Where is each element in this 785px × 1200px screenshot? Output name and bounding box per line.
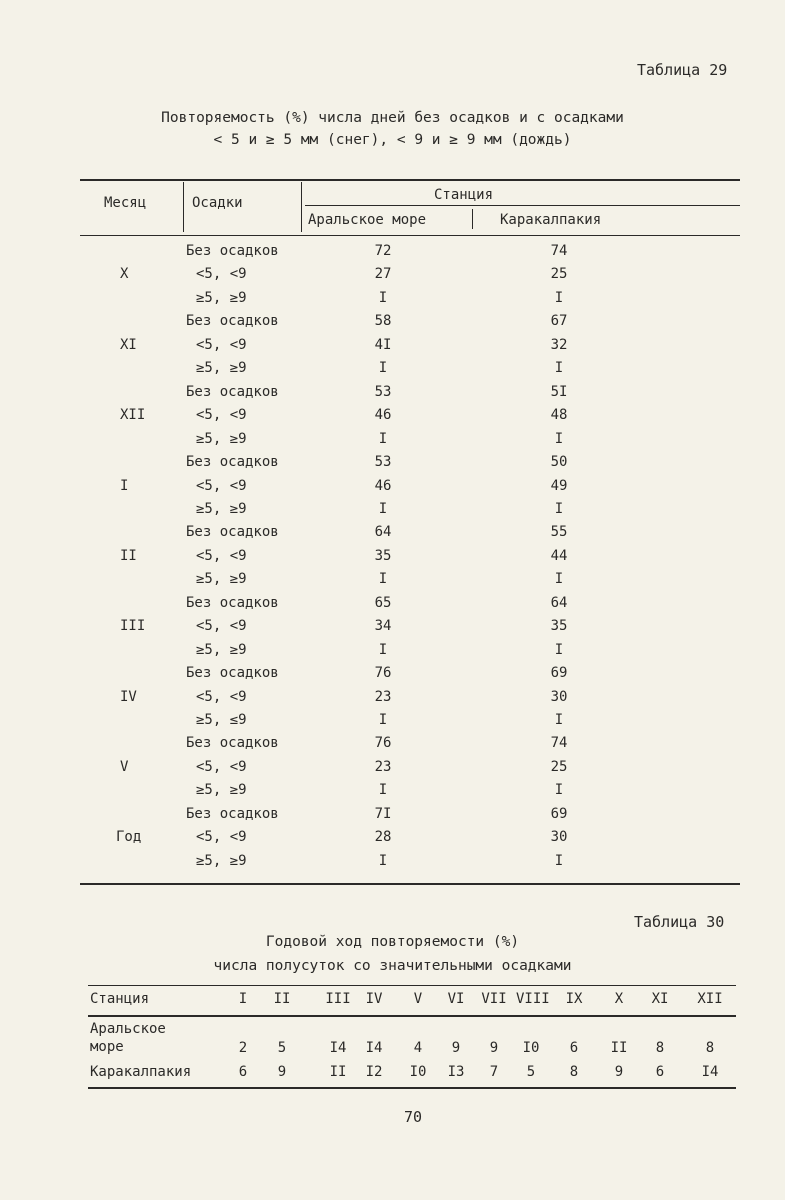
value-aral: 76 xyxy=(374,665,392,682)
value-cell: 9 xyxy=(451,1040,461,1056)
month-header: X xyxy=(614,991,624,1007)
month-label: I xyxy=(120,477,129,494)
table30-bottom-rule xyxy=(88,1087,736,1089)
table30-top-rule xyxy=(88,985,736,986)
value-kara: 69 xyxy=(550,805,568,822)
value-kara: 30 xyxy=(550,688,568,705)
value-kara: 74 xyxy=(550,243,568,259)
month-label: V xyxy=(120,758,129,775)
value-kara: 64 xyxy=(550,594,568,611)
value-cell: 8 xyxy=(655,1040,665,1056)
value-kara: I xyxy=(554,641,564,658)
station-name: Аральское море xyxy=(90,1021,166,1055)
precip-category: <5, <9 xyxy=(196,407,247,424)
value-cell: 8 xyxy=(705,1040,715,1056)
month-label: IV xyxy=(120,688,137,705)
value-cell: 8 xyxy=(569,1064,579,1080)
value-kara: 5I xyxy=(550,383,568,400)
value-aral: I xyxy=(378,852,388,869)
value-aral: 46 xyxy=(374,407,392,424)
value-cell: I3 xyxy=(447,1064,465,1080)
value-aral: 34 xyxy=(374,618,392,635)
table29-col-divider-2 xyxy=(301,182,302,232)
month-header: IV xyxy=(365,991,383,1007)
value-kara: 69 xyxy=(550,665,568,682)
precip-category: Без осадков xyxy=(186,524,279,541)
table30-label: Таблица 30 xyxy=(634,913,725,931)
value-aral: 7I xyxy=(374,805,392,822)
value-kara: I xyxy=(554,360,564,377)
value-cell: 6 xyxy=(655,1064,665,1080)
value-kara: 35 xyxy=(550,618,568,635)
value-kara: 32 xyxy=(550,336,568,353)
table29-top-rule xyxy=(80,179,740,181)
value-cell: 4 xyxy=(413,1040,423,1056)
value-cell: 5 xyxy=(277,1040,287,1056)
month-label: XI xyxy=(120,336,137,353)
month-header: VII xyxy=(481,991,507,1007)
precip-category: ≥5, ≥9 xyxy=(196,641,247,658)
precip-category: Без осадков xyxy=(186,805,279,822)
month-label: III xyxy=(120,618,146,635)
value-kara: 49 xyxy=(550,477,568,494)
precip-category: Без осадков xyxy=(186,594,279,611)
value-kara: 55 xyxy=(550,524,568,541)
precip-category: ≥5, ≥9 xyxy=(196,289,247,306)
month-header: XI xyxy=(651,991,669,1007)
table30-caption-line1: Годовой ход повторяемости (%) xyxy=(265,934,520,950)
precip-category: <5, <9 xyxy=(196,829,247,846)
month-label: Год xyxy=(116,829,142,846)
value-cell: II xyxy=(329,1064,347,1080)
header-precip: Осадки xyxy=(192,195,243,211)
value-aral: 23 xyxy=(374,688,392,705)
month-header: II xyxy=(273,991,291,1007)
precip-category: ≥5, ≥9 xyxy=(196,571,247,588)
header-station-kara: Каракалпакия xyxy=(500,212,602,228)
value-aral: 4I xyxy=(374,336,392,353)
station-name: Каракалпакия xyxy=(90,1064,192,1080)
precip-category: Без осадков xyxy=(186,665,279,682)
value-aral: 27 xyxy=(374,266,392,283)
value-cell: 9 xyxy=(277,1064,287,1080)
precip-category: <5, <9 xyxy=(196,688,247,705)
value-kara: I xyxy=(554,571,564,588)
value-kara: 50 xyxy=(550,454,568,471)
table29-caption-line2: < 5 и ≥ 5 мм (снег), < 9 и ≥ 9 мм (дождь) xyxy=(213,132,572,148)
value-aral: 46 xyxy=(374,477,392,494)
value-aral: 76 xyxy=(374,735,392,752)
value-aral: 28 xyxy=(374,829,392,846)
month-header: VIII xyxy=(516,991,550,1007)
value-kara: 44 xyxy=(550,547,568,564)
value-aral: 58 xyxy=(374,313,392,330)
table29-header-rule xyxy=(80,235,740,236)
table29-caption-line1: Повторяемость (%) числа дней без осадков и с осадками xyxy=(161,110,624,126)
value-cell: I0 xyxy=(409,1064,427,1080)
value-aral: 53 xyxy=(374,454,392,471)
value-kara: I xyxy=(554,500,564,517)
table30-header-station: Станция xyxy=(90,991,150,1007)
month-header: VI xyxy=(447,991,465,1007)
header-station: Станция xyxy=(434,187,494,203)
value-cell: I4 xyxy=(329,1040,347,1056)
precip-category: Без осадков xyxy=(186,735,279,752)
precip-category: <5, <9 xyxy=(196,618,247,635)
month-label: X xyxy=(120,266,129,283)
month-label: II xyxy=(120,547,137,564)
table29-station-rule xyxy=(305,205,740,206)
value-kara: I xyxy=(554,712,564,728)
value-kara: I xyxy=(554,852,564,869)
table30-header-rule xyxy=(88,1015,736,1017)
value-cell: II xyxy=(610,1040,628,1056)
value-cell: I4 xyxy=(365,1040,383,1056)
table29-col-divider-3 xyxy=(472,209,473,229)
table29-col-divider-1 xyxy=(183,182,184,232)
value-aral: I xyxy=(378,641,388,658)
value-kara: I xyxy=(554,782,564,799)
value-cell: I2 xyxy=(365,1064,383,1080)
value-cell: 6 xyxy=(238,1064,248,1080)
precip-category: Без осадков xyxy=(186,383,279,400)
value-cell: 6 xyxy=(569,1040,579,1056)
value-cell: 5 xyxy=(526,1064,536,1080)
value-aral: I xyxy=(378,500,388,517)
precip-category: ≥5, ≥9 xyxy=(196,430,247,447)
month-header: XII xyxy=(697,991,723,1007)
value-aral: 23 xyxy=(374,758,392,775)
value-aral: I xyxy=(378,712,388,728)
precip-category: <5, <9 xyxy=(196,758,247,775)
value-kara: I xyxy=(554,289,564,306)
value-kara: I xyxy=(554,430,564,447)
value-cell: 2 xyxy=(238,1040,248,1056)
precip-category: <5, <9 xyxy=(196,547,247,564)
precip-category: Без осадков xyxy=(186,243,279,259)
value-kara: 48 xyxy=(550,407,568,424)
precip-category: ≥5, ≥9 xyxy=(196,852,247,869)
value-aral: I xyxy=(378,571,388,588)
precip-category: Без осадков xyxy=(186,313,279,330)
value-aral: I xyxy=(378,360,388,377)
value-aral: 35 xyxy=(374,547,392,564)
value-aral: 53 xyxy=(374,383,392,400)
precip-category: ≥5, ≤9 xyxy=(196,712,247,728)
value-cell: 7 xyxy=(489,1064,499,1080)
month-header: III xyxy=(325,991,351,1007)
value-aral: 72 xyxy=(374,243,392,259)
table29-label: Таблица 29 xyxy=(637,61,728,79)
value-cell: 9 xyxy=(614,1064,624,1080)
header-month: Месяц xyxy=(104,195,147,211)
value-kara: 67 xyxy=(550,313,568,330)
month-header: IX xyxy=(565,991,583,1007)
value-cell: 9 xyxy=(489,1040,499,1056)
precip-category: <5, <9 xyxy=(196,336,247,353)
precip-category: <5, <9 xyxy=(196,266,247,283)
value-kara: 25 xyxy=(550,758,568,775)
header-station-aral: Аральское море xyxy=(308,212,427,228)
value-kara: 74 xyxy=(550,735,568,752)
precip-category: Без осадков xyxy=(186,454,279,471)
value-aral: I xyxy=(378,430,388,447)
value-cell: I4 xyxy=(701,1064,719,1080)
value-aral: I xyxy=(378,782,388,799)
month-header: I xyxy=(238,991,248,1007)
precip-category: ≥5, ≥9 xyxy=(196,500,247,517)
value-aral: I xyxy=(378,289,388,306)
precip-category: ≥5, ≥9 xyxy=(196,360,247,377)
value-kara: 25 xyxy=(550,266,568,283)
table30-caption xyxy=(0,930,785,978)
table29-caption xyxy=(0,107,785,151)
value-aral: 64 xyxy=(374,524,392,541)
value-cell: I0 xyxy=(522,1040,540,1056)
table30-caption-line2: числа полусуток со значительными осадками xyxy=(213,958,572,974)
value-kara: 30 xyxy=(550,829,568,846)
month-header: V xyxy=(413,991,423,1007)
table29-bottom-rule xyxy=(80,883,740,885)
month-label: XII xyxy=(120,407,146,424)
page-number: 70 xyxy=(404,1108,423,1126)
value-aral: 65 xyxy=(374,594,392,611)
precip-category: ≥5, ≥9 xyxy=(196,782,247,799)
precip-category: <5, <9 xyxy=(196,477,247,494)
